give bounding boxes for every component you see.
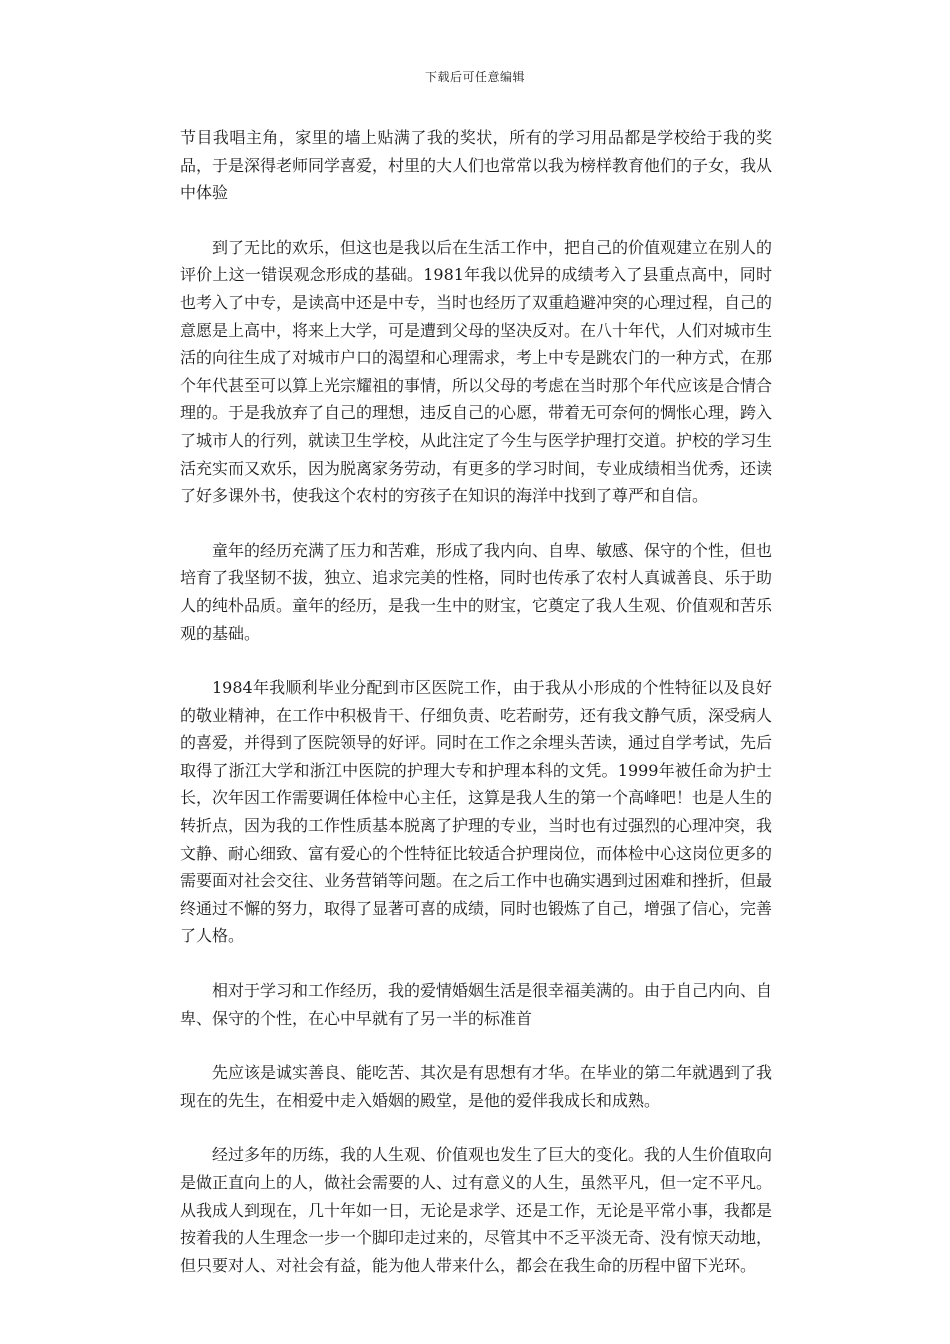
paragraph-3: 童年的经历充满了压力和苦难，形成了我内向、自卑、敏感、保守的个性，但也培育了我坚韧不拔，独立、追求完美的性格，同时也传承了农村人真诚善良、乐于助人的纯朴品质。童年的经历，是我一生中的财宝，它奠定了我人生观、价值观和苦乐观的基础。 — [180, 540, 773, 643]
paragraph-spacer — [180, 1032, 772, 1059]
paragraph-spacer — [180, 647, 772, 674]
paragraph-7: 经过多年的历练，我的人生观、价值观也发生了巨大的变化。我的人生价值取向是做正直向上的人，做社会需要的人、过有意义的人生，虽然平凡，但一定不平凡。从我成人到现在，几十年如一日，无论是求学、还是工作，无论是平常小事，我都是按着我的人生理念一步一个脚印走过来的，尽管其中不乏平淡无奇、没有惊天动地，但只要对人、对社会有益，能为他人带来什么，都会在我生命的历程中留下光环。 — [180, 1145, 773, 1275]
paragraph-spacer — [180, 1114, 772, 1141]
document-body — [180, 124, 772, 1279]
paragraph-spacer — [180, 207, 772, 234]
paragraph-5: 相对于学习和工作经历，我的爱情婚姻生活是很幸福美满的。由于自己内向、自卑、保守的个性，在心中早就有了另一半的标准首 — [180, 981, 773, 1028]
paragraph-1: 节目我唱主角，家里的墙上贴满了我的奖状，所有的学习用品都是学校给于我的奖品，于是深得老师同学喜爱，村里的大人们也常常以我为榜样教育他们的子女，我从中体验 — [180, 128, 773, 203]
page-header-note: 下载后可任意编辑 — [424, 70, 525, 84]
paragraph-6: 先应该是诚实善良、能吃苦、其次是有思想有才华。在毕业的第二年就遇到了我现在的先生，在相爱中走入婚姻的殿堂，是他的爱伴我成长和成熟。 — [180, 1063, 773, 1110]
paragraph-2: 到了无比的欢乐，但这也是我以后在生活工作中，把自己的价值观建立在别人的评价上这一错误观念形成的基础。1981年我以优异的成绩考入了县重点高中，同时也考入了中专，是读高中还是中专，当时也经历了双重趋避冲突的心理过程，自己的意愿是上高中，将来上大学，可是遭到父母的坚决反对。在八十年代，人们对城市生活的向往生成了对城市户口的渴望和心理需求，考上中专是跳农门的一种方式，在那个年代甚至可以算上光宗耀祖的事情，所以父母的考虑在当时那个年代应该是合情合理的。于是我放弃了自己的理想，违反自己的心愿，带着无可奈何的惆怅心理，跨入了城市人的行列，就读卫生学校，从此注定了今生与医学护理打交道。护校的学习生活充实而又欢乐，因为脱离家务劳动，有更多的学习时间，专业成绩相当优秀，还读了好多课外书，使我这个农村的穷孩子在知识的海洋中找到了尊严和自信。 — [180, 237, 773, 506]
paragraph-4: 1984年我顺利毕业分配到市区医院工作，由于我从小形成的个性特征以及良好的敬业精神，在工作中积极肯干、仔细负责、吃若耐劳，还有我文静气质，深受病人的喜爱，并得到了医院领导的好评。同时在工作之余埋头苦读，通过自学考试，先后取得了浙江大学和浙江中医院的护理大专和护理本科的文凭。1999年被任命为护士长，次年因工作需要调任体检中心主任，这算是我人生的第一个高峰吧！也是人生的转折点，因为我的工作性质基本脱离了护理的专业，当时也有过强烈的心理冲突，我文静、耐心细致、富有爱心的个性特征比较适合护理岗位，而体检中心这岗位更多的需要面对社会交往、业务营销等问题。在之后工作中也确实遇到过困难和挫折，但最终通过不懈的努力，取得了显著可喜的成绩，同时也锻炼了自己，增强了信心，完善了人格。 — [180, 678, 773, 946]
paragraph-spacer — [180, 510, 772, 537]
paragraph-spacer — [180, 950, 772, 977]
